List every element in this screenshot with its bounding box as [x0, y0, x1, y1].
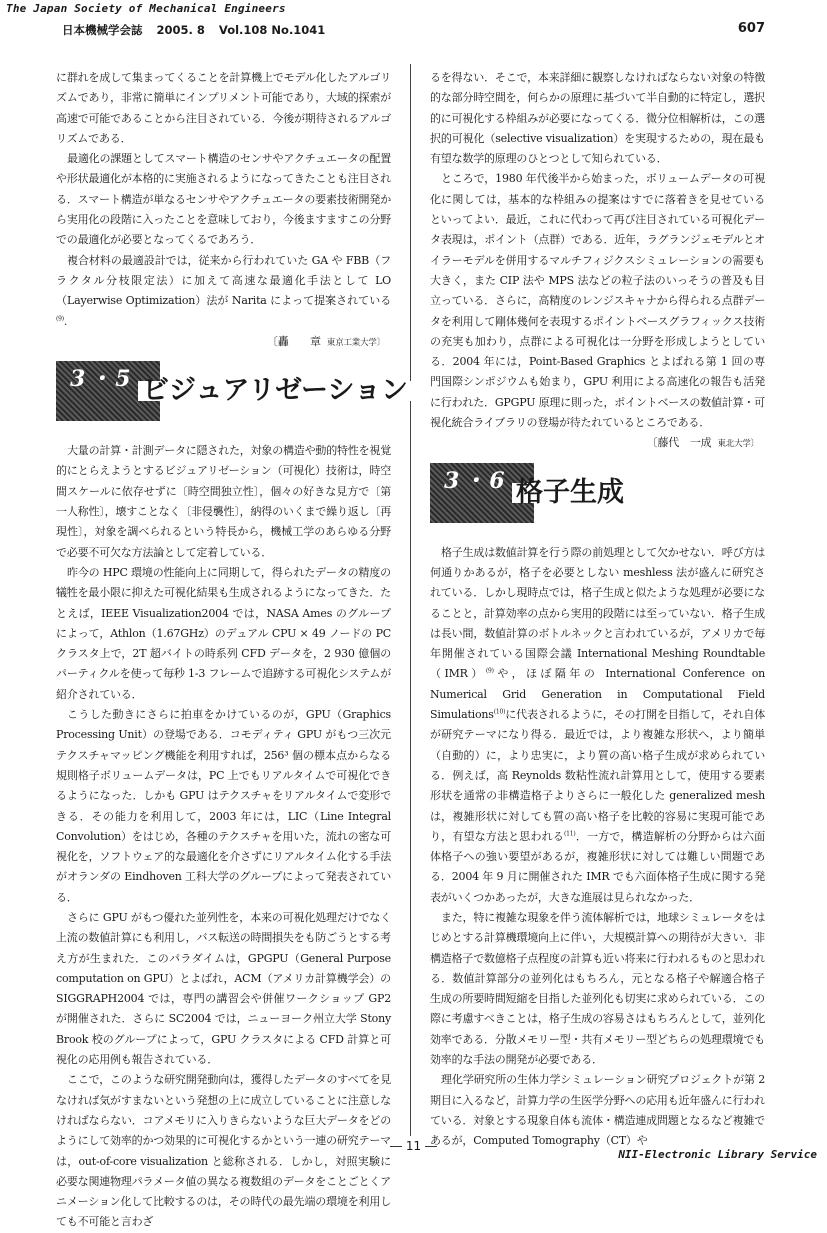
paragraph: 最適化の課題としてスマート構造のセンサやアクチュエータの配置や形状最適化が本格的に実施されるようになってきたことも注目される．スマート構造が単なるセンサやアクチュエータの要素技術開発から実用化の段階に入ったことを意味しており，今後ますますこの分野での最適化が必要となってくるであろう． — [56, 152, 391, 247]
paragraph-text: に代表されるように，その打開を目指して，それ自体が研究テーマになり得る．最近では，より複雑な形状へ，より簡単（自動的）に，より忠実に，より質の高い格子生成が求められている．例えば，高 Reynolds 数粘性流れ計算用として，使用する要素形状を通常の非構造格子よりさらに一般化した generalized mesh は，複雑形状に対しても質の高い格子を比較的容易に実現可能であり，有望な方法と思われる — [430, 708, 765, 843]
reference-mark: (11) — [563, 830, 576, 838]
reference-mark: (9) — [485, 667, 494, 675]
paragraph — [430, 543, 765, 908]
paragraph: 大量の計算・計測データに隠された，対象の構造や動的特性を視覚的にとらえようとするビジュアリゼーション（可視化）技術は，時空間スケールに依存せずに〔時空間独立性〕，個々の好きな見方で〔第一人称性〕，壊すことなく〔非侵襲性〕，納得のいくまで繰り返し〔再現性〕，対象を調べられるという特長から，機械工学のあらゆる分野で必要不可欠な方法論として定着している． — [56, 444, 391, 559]
paragraph: また，特に複雑な現象を伴う流体解析では，地球シミュレータをはじめとする計算機環境向上に伴い，大規模計算への期待が大きい．非構造格子で数億格子点程度の計算も近い将来に行われるものと思われる．数値計算部分の並列化はもちろん，元となる格子や解適合格子生成の所要時間短縮を目指した並列化も切実に求められている．この際に考慮すべきことは，格子生成の容易さはもちろんとして，並列化効率である．分散メモリー型・共有メモリー型どちらの処理環境でも効率的な手法の開発が必要である． — [430, 910, 765, 1067]
society-label: The Japan Society of Mechanical Engineers — [6, 2, 286, 15]
paragraph-text: 格子生成は数値計算を行う際の前処理として欠かせない．呼び方は何通りかあるが，格子を必要としない meshless 法が盛んに研究されている．しかし現時点では，格子生成と似たような処理が必要になることと，計算効率の点から実用的段階には至っていない．格子生成は長い間，数値計算のボトルネックと言われているが，アメリカで毎年開催されている国際会議 International Meshing Roundtable（IMR） — [430, 545, 765, 681]
footer-service-label: NII-Electronic Library Service — [618, 1148, 817, 1161]
journal-name: 日本機械学会誌 — [62, 23, 143, 37]
paragraph: 複合材料の最適設計では，従来から行われていた GA や FBB（フラクタル分枝限定法）に加えて高速な最適化手法として LO（Layerwise Optimization）法が Narita によって提案されている$^{(9)}$. — [56, 253, 391, 328]
author-affiliation: 東京工業大学〕 — [326, 337, 385, 348]
paragraph: に群れを成して集まってくることを計算機上でモデル化したアルゴリズムであり，非常に簡単にインプリメント可能であり，大域的探索が高速で可能であることから注目されている．今後が期待されるアルゴリズムである． — [56, 71, 391, 145]
page-number: 607 — [737, 21, 765, 36]
paragraph: 昨今の HPC 環境の性能向上に同期して，得られたデータの精度の犠牲を最小限に抑えた可視化結果も生成されるようになってきた．たとえば，IEEE Visualization2004 では，NASA Ames のグループによって，Athlon（1.67GHz）のデュアル CPU × 49 ノードの PC クラスタ上で，2T 超バイトの時系列 CFD データを，2 930 億個のパーティクルを使って毎秒 1-3 フレームで追跡する可視化システムが紹介されている． — [56, 565, 391, 701]
author-name: 〔轟 章 — [266, 334, 321, 348]
author-credit — [56, 332, 391, 353]
paragraph: ここで，このような研究開発動向は，獲得したデータのすべてを見なければ気がすまないという発想の上に成立していることに注意しなければならない．コアメモリに入りきらないような巨大データをどのようにして効率的かつ効果的に可視化するかという一連の研究テーマは，out-of-core visualization と総称される．しかし，対照実験に必要な関連物理パラメータ値の異なる複数組のデータをことごとくアニメーション化して比較するのは，その時代の最先端の環境を利用しても不可能と言わざ — [56, 1073, 391, 1229]
paragraph: さらに GPU がもつ優れた並列性を，本来の可視化処理だけでなく上流の数値計算にも利用し，バス転送の時間損失をも防ごうとする考え方が生まれた．このパラダイムは，GPGPU（General Purpose computation on GPU）とよばれ，ACM（アメリカ計算機学会）の SIGGRAPH2004 では，専門の講習会や併催ワークショップ GP2 が開催された．さらに SC2004 では，ニューヨーク州立大学 Stony Brook 校のグループによって，GPU クラスタによる CFD 計算と可視化の応用例も報告されている． — [56, 910, 391, 1067]
paragraph: こうした動きにさらに拍車をかけているのが，GPU（Graphics Processing Unit）の登場である．コモディティ GPU がもつ三次元テクスチャマッピング機能を利用すれば，256³ 個の標本点からなる規則格子ボリュームデータは，PC 上でもリアルタイムで可視化できるようになった．しかも GPU はテクスチャをリアルタイムで変形できる．その能力を利用して，2003 年には，LIC（Line Integral Convolution）をはじめ，各種のテクスチャを用いた，流れの密な可視化を，ソフトウェア的な最適化を介さずにリアルタイム化する手法がオランダの Eindhoven 工科大学のグループによって発表されている． — [56, 708, 391, 904]
running-header — [62, 22, 335, 38]
author-credit — [430, 433, 765, 454]
author-name: 〔藤代 一成 — [646, 436, 712, 450]
reference-mark: (10) — [493, 708, 506, 716]
section-title: ビジュアリゼーション — [138, 381, 412, 401]
paragraph-text: 複合材料の最適設計では，従来から行われていた GA や FBB（フラクタル分枝限定法）に加えて高速な最適化手法として LO（Layerwise Optimization）法が Narita によって提案されている — [56, 253, 391, 308]
author-affiliation: 東北大学〕 — [717, 439, 759, 450]
volume-number: Vol.108 No.1041 — [218, 23, 326, 37]
reference-mark: (9) — [56, 314, 64, 322]
paragraph: るを得ない．そこで，本来詳細に観察しなければならない対象の特徴的な部分時空間を，何らかの原理に基づいて半自動的に特定し，選択的に可視化する枠組みが必要になってくる．微分位相解析は，この選択的可視化（selective visualization）を実現するための，現在最も有望な数学的原理のひとつとして知られている． — [430, 71, 765, 166]
paragraph: 理化学研究所の生体力学シミュレーション研究プロジェクトが第 2 期目に入るなど，計算力学の生医学分野への応用も近年盛んに行われている．対象とする現象自体も流体・構造連成問題となるなど複雑であるが，Computed Tomography（CT）や — [430, 1073, 765, 1148]
section-number: 3・5 — [70, 366, 135, 393]
paragraph: ところで，1980 年代後半から始まった，ボリュームデータの可視化に関しては，基本的な枠組みの提案はすでに落着きを見せているといってよい．最近，これに代わって再び注目されている可視化データ表現は，ポイント（点群）である．近年，ラグランジェモデルとオイラーモデルを併用するマルチフィジクスシミュレーションの需要も大きく，また CIP 法や MPS 法などの粒子法のいっそうの普及も目立っている．さらに，高精度のレンジスキャナから得られる点群データを利用して剛体幾何を表現するポイントベースグラフィックス技術の充実も加わり，点群による可視化は一分野を形成しようとしている．2004 年には，Point-Based Graphics とよばれる第 1 回の専門国際シンポジウムも始まり，GPU 利用による高速化の報告も活発に行われた．GPGPU 原理に則った，ポイントベースの数値計算・可視化統合ライブラリの登場が待たれているところである． — [430, 172, 765, 430]
paragraph-text: ．一方で，構造解析の分野からは六面体格子への強い要望があるが，複雑形状に対しては難しい問題である．2004 年 9 月に開催された IMR でも六面体格子生成に関する発表がいくつかあったが，大きな進展は見られなかった． — [430, 829, 765, 904]
section-heading — [56, 361, 408, 435]
right-column — [430, 68, 765, 1152]
section-heading — [430, 463, 765, 537]
issue-date: 2005. 8 — [156, 23, 205, 37]
paragraph-text: や，ほぼ隔年の International Conference on Numerical Grid Generation in Computational Field Simulations — [430, 667, 766, 722]
left-column — [56, 68, 408, 1233]
footer-page-number: ― 11 ― — [390, 1139, 437, 1153]
column-divider — [410, 64, 411, 1136]
section-number: 3・6 — [444, 467, 509, 494]
section-title: 格子生成 — [512, 483, 628, 503]
